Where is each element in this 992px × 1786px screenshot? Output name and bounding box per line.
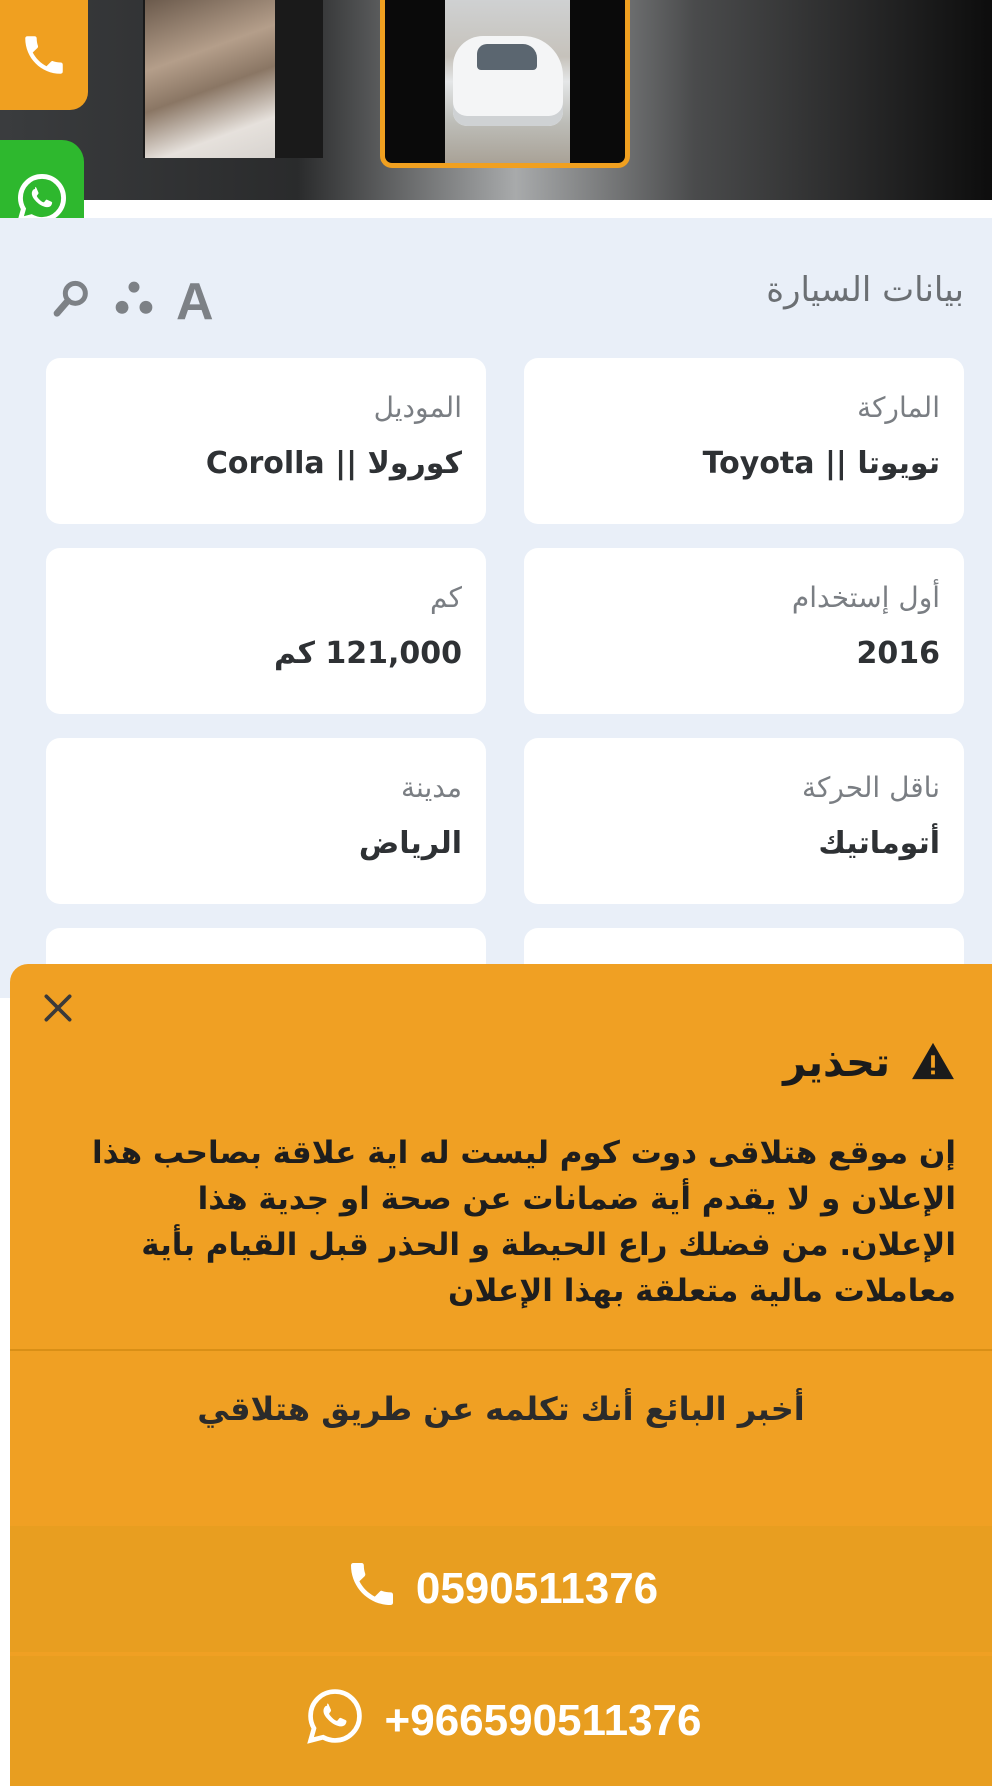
car-details-section xyxy=(0,218,992,998)
seller-tip-text: أخبر البائع أنك تكلمه عن طريق هتلاقي xyxy=(197,1390,805,1428)
transmission-card xyxy=(524,738,964,904)
card-label: الماركة xyxy=(857,391,940,424)
phone-icon xyxy=(19,30,69,80)
card-value: أتوماتيك xyxy=(818,826,940,861)
warning-title: تحذير xyxy=(783,1040,890,1086)
card-label: أول إستخدام xyxy=(791,581,940,614)
gallery-thumbnail-selected[interactable] xyxy=(380,0,630,168)
font-size-icon[interactable]: A xyxy=(176,273,214,331)
whatsapp-seller-button[interactable] xyxy=(10,1656,992,1786)
accessibility-icon[interactable] xyxy=(112,278,156,326)
close-button[interactable] xyxy=(30,982,86,1038)
car-brand-card xyxy=(524,358,964,524)
warning-message: إن موقع هتلاقى دوت كوم ليست له اية علاقة بصاحب هذا الإعلان و لا يقدم أية ضمانات عن صحة او جدية هذا الإعلان. من فضلك راع الحيطة و الحذر قبل القيام بأية معاملات مالية متعلقة بهذا الإعلان xyxy=(92,1135,956,1309)
section-title: بيانات السيارة xyxy=(766,270,964,310)
whatsapp-icon xyxy=(301,1682,369,1761)
city-card xyxy=(46,738,486,904)
card-label: الموديل xyxy=(373,391,462,424)
warning-header xyxy=(783,1040,956,1086)
call-floating-button[interactable] xyxy=(0,0,88,110)
divider xyxy=(10,1349,992,1351)
card-value: 2016 xyxy=(856,636,940,671)
image-gallery-strip xyxy=(0,0,992,200)
card-value: تويوتا || Toyota xyxy=(702,446,940,481)
gallery-thumbnail[interactable] xyxy=(143,0,323,158)
warning-bottom-sheet xyxy=(10,964,992,1786)
first-use-card xyxy=(524,548,964,714)
whatsapp-number: +966590511376 xyxy=(384,1696,702,1745)
car-window xyxy=(477,44,537,70)
phone-icon xyxy=(344,1556,400,1623)
thumbnail-image xyxy=(145,0,275,158)
phone-number: 0590511376 xyxy=(415,1564,659,1613)
close-icon xyxy=(38,988,78,1032)
card-label: مدينة xyxy=(401,771,462,804)
card-label: ناقل الحركة xyxy=(802,771,940,804)
mileage-card xyxy=(46,548,486,714)
warning-triangle-icon xyxy=(910,1041,956,1085)
car-model-card xyxy=(46,358,486,524)
card-label: كم xyxy=(430,581,462,614)
card-value: كورولا || Corolla xyxy=(205,446,462,481)
font-tools xyxy=(52,273,214,331)
card-value: 121,000 كم xyxy=(273,636,462,671)
search-icon[interactable] xyxy=(52,280,92,324)
call-seller-button[interactable] xyxy=(10,1526,992,1652)
card-value: الرياض xyxy=(358,826,462,861)
